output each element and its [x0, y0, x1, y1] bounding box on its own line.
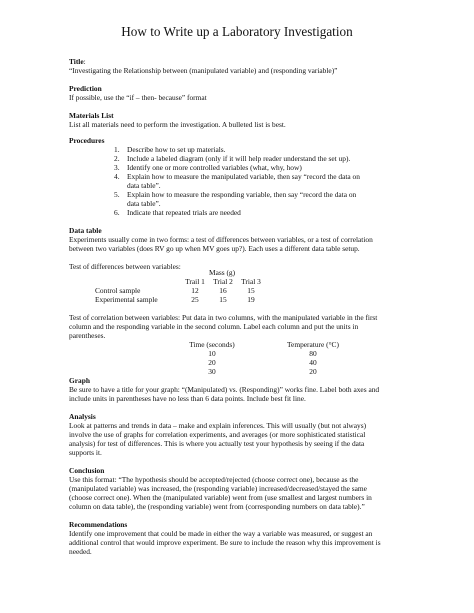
table-cell: 25: [191, 295, 199, 304]
graph-text: include units in parentheses have no less than 6 data points. Include best fit line.: [69, 394, 306, 403]
table-cell: 40: [309, 358, 317, 367]
table-spacer: [242, 349, 280, 358]
procedure-text: Describe how to set up materials.: [127, 145, 226, 154]
table-cell: 20: [208, 358, 216, 367]
title-heading-colon: :: [83, 57, 86, 66]
table-header-cell: Time (seconds): [189, 340, 235, 349]
recommendations-text: Identify one improvement that could be made in either the way a variable was measured, or suggest an: [69, 529, 373, 538]
procedure-item: [114, 163, 360, 172]
table-row: [95, 286, 265, 295]
page-title: How to Write up a Laboratory Investigation: [121, 24, 353, 39]
correlation-intro: parentheses.: [69, 331, 106, 340]
table-cell: Experimental sample: [95, 295, 158, 304]
procedure-text: Include a labeled diagram (only if it will help reader understand the set up).: [127, 154, 351, 163]
table-cell: 20: [309, 367, 317, 376]
procedure-text: Explain how to measure the responding variable, then say “record the data on: [127, 190, 357, 199]
procedure-item: [114, 190, 360, 199]
table-cell: 12: [191, 286, 199, 295]
data-table-text: between two variables (does RV go up when MV goes up?). Each uses a different data table setup.: [69, 244, 360, 253]
data-table-heading: Data table: [69, 226, 102, 235]
table-spacer: [242, 340, 280, 349]
table-header-cell: Trial 3: [241, 277, 261, 286]
table-header-cell: Temperature (°C): [287, 340, 339, 349]
procedure-item: [114, 208, 360, 217]
prediction-text: If possible, use the “if – then- because” format: [69, 93, 207, 102]
analysis-heading: Analysis: [69, 412, 96, 421]
procedures-heading: Procedures: [69, 136, 105, 145]
recommendations-text: needed.: [69, 547, 92, 556]
procedure-number: 3.: [114, 163, 120, 172]
table-spacer: [242, 358, 280, 367]
table-row: [182, 349, 346, 358]
differences-table: [95, 277, 265, 304]
prediction-heading: Prediction: [69, 84, 102, 93]
differences-intro: Test of differences between variables:: [69, 262, 181, 271]
conclusion-text: (choose correct one). When the (manipulated variable) went from (use smallest and largest numbers in: [69, 493, 372, 502]
data-table-text: Experiments usually come in two forms: a test of differences between variables, or a test of correlation: [69, 235, 373, 244]
conclusion-heading: Conclusion: [69, 466, 105, 475]
procedure-text: Identify one or more controlled variables (what, why, how): [127, 163, 302, 172]
procedure-number: 2.: [114, 154, 120, 163]
procedure-text: data table”.: [127, 181, 161, 190]
procedure-text: Explain how to measure the manipulated variable, then say “record the data on: [127, 172, 360, 181]
table-cell: 30: [208, 367, 216, 376]
recommendations-heading: Recommendations: [69, 520, 128, 529]
analysis-text: analysis) for test of differences. This is where you actually test your hypothesis by seeing if the data: [69, 439, 365, 448]
recommendations-text: additional control that would improve experiment. Be sure to include the reason why this improvement is: [69, 538, 381, 547]
procedure-number: 1.: [114, 145, 120, 154]
materials-text: List all materials need to perform the investigation. A bulleted list is best.: [69, 120, 286, 129]
procedure-text: Indicate that repeated trials are needed: [127, 208, 241, 217]
procedure-item: [114, 145, 360, 154]
table-header-cell: Trail 1: [185, 277, 205, 286]
correlation-intro: Test of correlation between variables: Put data in two columns, with the manipulated variable in the first: [69, 313, 378, 322]
table-row: [182, 358, 346, 367]
procedure-item-continued: [114, 181, 360, 190]
table-header-cell: [95, 277, 181, 286]
materials-heading: Materials List: [69, 111, 114, 120]
table-cell: 15: [247, 286, 255, 295]
title-heading: [69, 57, 86, 66]
procedure-number: 4.: [114, 172, 120, 181]
correlation-intro: column and the responding variable in the second column. Label each column and put the units in: [69, 322, 359, 331]
table-row: [182, 367, 346, 376]
conclusion-text: column on data table), the (responding variable) went from (corresponding numbers on data table).”: [69, 502, 365, 511]
table-cell: 16: [219, 286, 227, 295]
title-heading-text: Title: [69, 57, 84, 66]
table-spacer: [242, 367, 280, 376]
procedure-number: 5.: [114, 190, 120, 199]
graph-text: Be sure to have a title for your graph: “(Manipulated) vs. (Responding)” works fine. Label both axes and: [69, 385, 380, 394]
table-cell: Control sample: [95, 286, 141, 295]
procedure-item: [114, 172, 360, 181]
table-row: [95, 295, 265, 304]
table-cell: 80: [309, 349, 317, 358]
table-cell: 10: [208, 349, 216, 358]
title-example: “Investigating the Relationship between (manipulated variable) and (responding variable)”: [69, 66, 338, 75]
procedure-item-continued: [114, 199, 360, 208]
graph-heading: Graph: [69, 376, 90, 385]
correlation-table: [182, 340, 346, 376]
analysis-text: Look at patterns and trends in data – make and explain inferences. This will usually (but not always): [69, 421, 367, 430]
mass-group-header: Mass (g): [209, 268, 236, 277]
table-cell: 15: [219, 295, 227, 304]
conclusion-text: Use this format: “The hypothesis should be accepted/rejected (choose correct one), because as the: [69, 475, 359, 484]
procedure-number: 6.: [114, 208, 120, 217]
conclusion-text: (manipulated variable) was increased, the (responding variable) increased/decreased/stayed the same: [69, 484, 367, 493]
table-header-row: [182, 340, 346, 349]
table-header-row: [95, 277, 265, 286]
procedure-text: data table”.: [127, 199, 161, 208]
analysis-text: supports it.: [69, 448, 102, 457]
table-cell: 19: [247, 295, 255, 304]
analysis-text: involve the use of graphs for correlation experiments, and averages (or more sophisticated statistical: [69, 430, 366, 439]
procedure-item: [114, 154, 360, 163]
procedures-list: [114, 145, 360, 217]
table-header-cell: Trial 2: [213, 277, 233, 286]
